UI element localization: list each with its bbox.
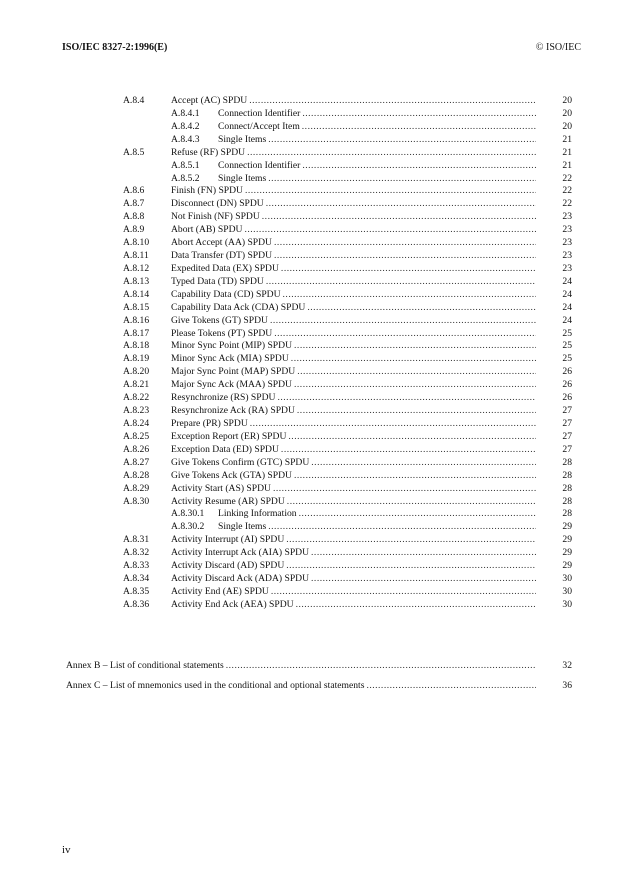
toc-entry-number: A.8.4.2 [171, 120, 200, 132]
toc-entry-title-line [171, 469, 538, 483]
toc-entry-title-line [171, 417, 538, 431]
toc-entry-number: A.8.4.1 [171, 107, 200, 119]
annex-entry [0, 659, 629, 673]
dot-leader [270, 314, 536, 328]
toc-entry-title-line [218, 520, 538, 534]
toc-entry [0, 172, 629, 186]
toc-entry-number: A.8.16 [123, 314, 150, 326]
toc-entry-title-line [171, 327, 538, 341]
toc-entry-title: Major Sync Ack (MAA) SPDU [171, 379, 292, 391]
toc-entry-number: A.8.14 [123, 288, 150, 300]
toc-entry-page: 29 [562, 534, 572, 546]
toc-entry-page: 28 [562, 482, 572, 494]
toc-entry-page: 23 [562, 211, 572, 223]
toc-entry-title-line [171, 352, 538, 366]
toc-entry-number: A.8.15 [123, 301, 150, 313]
toc-entry-title-line [171, 430, 538, 444]
toc-entry-title: Single Items [218, 521, 267, 533]
dot-leader [274, 327, 536, 341]
dot-leader [307, 301, 536, 315]
toc-entry-number: A.8.5.1 [171, 159, 200, 171]
toc-entry-title: Activity Start (AS) SPDU [171, 482, 271, 494]
toc-entry [0, 559, 629, 573]
toc-entry-title-line [171, 262, 538, 276]
dot-leader [268, 172, 536, 186]
toc-entry-title-line [171, 585, 538, 599]
toc-entry-title-line [171, 365, 538, 379]
dot-leader [294, 378, 536, 392]
toc-entry-title-line [171, 301, 538, 315]
dot-leader [247, 146, 536, 160]
toc-entry-page: 29 [562, 521, 572, 533]
toc-entry [0, 352, 629, 366]
toc-entry-title: Give Tokens Confirm (GTC) SPDU [171, 456, 310, 468]
toc-entry [0, 120, 629, 134]
page-number: iv [62, 844, 71, 856]
dot-leader [288, 430, 536, 444]
toc-entry [0, 482, 629, 496]
toc-entry-title-line [171, 223, 538, 237]
toc-entry-title: Activity End (AE) SPDU [171, 585, 269, 597]
toc-entry-page: 20 [562, 120, 572, 132]
toc-entry-title: Abort (AB) SPDU [171, 224, 243, 236]
toc-entry-title: Capability Data Ack (CDA) SPDU [171, 301, 306, 313]
toc-entry-title-line [171, 482, 538, 496]
dot-leader [297, 365, 536, 379]
toc-entry-number: A.8.5.2 [171, 172, 200, 184]
toc-entry-title: Activity Interrupt (AI) SPDU [171, 534, 285, 546]
dot-leader [296, 598, 536, 612]
toc-entry-page: 30 [562, 598, 572, 610]
toc-entry [0, 275, 629, 289]
toc-entry-number: A.8.24 [123, 418, 150, 429]
dot-leader [250, 417, 536, 431]
toc-entry-page: 30 [562, 585, 572, 597]
toc-entry [0, 378, 629, 392]
toc-entry-title: Accept (AC) SPDU [171, 95, 248, 106]
toc-entry-title-line [171, 404, 538, 418]
toc-entry-page: 22 [562, 185, 572, 197]
toc-entry-number: A.8.34 [123, 573, 150, 585]
toc-entry-title: Activity Discard Ack (ADA) SPDU [171, 573, 310, 585]
toc-entry-number: A.8.31 [123, 534, 150, 546]
toc-entry-title-line [218, 120, 538, 134]
dot-leader [286, 559, 536, 573]
toc-entry-title: Not Finish (NF) SPDU [171, 211, 260, 223]
toc-entry [0, 262, 629, 276]
toc-entry [0, 404, 629, 418]
toc-entry [0, 133, 629, 147]
toc-entry [0, 223, 629, 237]
toc-entry [0, 249, 629, 263]
toc-entry-number: A.8.28 [123, 469, 150, 481]
toc-entry-title: Exception Data (ED) SPDU [171, 443, 279, 455]
toc-entry-title: Please Tokens (PT) SPDU [171, 327, 273, 339]
toc-entry-title: Single Items [218, 172, 267, 184]
toc-entry-title-line [218, 172, 538, 186]
toc-entry [0, 339, 629, 353]
toc-entry-title: Resynchronize (RS) SPDU [171, 392, 276, 404]
toc-entry-title: Data Transfer (DT) SPDU [171, 250, 272, 262]
toc-entry-title-line [171, 456, 538, 470]
toc-entry-page: 27 [562, 405, 572, 417]
toc-entry-page: 24 [562, 301, 572, 313]
toc-entry [0, 430, 629, 444]
toc-entry-page: 24 [562, 314, 572, 326]
annex-title: Annex C – List of mnemonics used in the conditional and optional statements [66, 680, 365, 691]
toc-entry-title: Finish (FN) SPDU [171, 185, 243, 197]
toc-entry-number: A.8.30.2 [171, 521, 205, 533]
document-id: ISO/IEC 8327-2:1996(E) [62, 42, 168, 53]
dot-leader [294, 469, 536, 483]
dot-leader [226, 659, 536, 673]
toc-entry [0, 288, 629, 302]
toc-entry-page: 28 [562, 469, 572, 481]
toc-entry-number: A.8.11 [123, 250, 149, 262]
toc-entry [0, 585, 629, 599]
toc-entry-title: Expedited Data (EX) SPDU [171, 262, 279, 274]
annex-page: 32 [562, 660, 572, 671]
toc-entry-number: A.8.32 [123, 547, 150, 559]
toc-entry [0, 417, 629, 431]
toc-entry-title: Capability Data (CD) SPDU [171, 288, 281, 300]
toc-entry [0, 301, 629, 315]
toc-entry [0, 533, 629, 547]
toc-entry-title-line [171, 339, 538, 353]
toc-entry-title-line [171, 146, 538, 160]
toc-entry-title: Activity Discard (AD) SPDU [171, 560, 285, 572]
dot-leader [277, 391, 536, 405]
toc-entry-page: 27 [562, 418, 572, 429]
toc-entry-number: A.8.5 [123, 146, 145, 158]
dot-leader [266, 197, 536, 211]
toc-entry-number: A.8.33 [123, 560, 150, 572]
toc-entry-number: A.8.30.1 [171, 508, 205, 520]
toc-entry-title: Connect/Accept Item [218, 120, 300, 132]
toc-entry-title-line [171, 443, 538, 457]
copyright-label: © ISO/IEC [535, 42, 581, 53]
toc-entry-title-line [171, 249, 538, 263]
toc-entry-title: Give Tokens (GT) SPDU [171, 314, 268, 326]
toc-entry [0, 184, 629, 198]
toc-entry-page: 21 [562, 133, 572, 145]
toc-entry-page: 21 [562, 159, 572, 171]
toc-entry-title-line [171, 391, 538, 405]
toc-entry-title-line [218, 507, 538, 521]
dot-leader [299, 507, 536, 521]
dot-leader [281, 262, 536, 276]
toc-entry-page: 24 [562, 275, 572, 287]
toc-entry-title-line [171, 94, 538, 108]
toc-entry-title-line [171, 210, 538, 224]
toc-entry-page: 20 [562, 95, 572, 106]
toc-entry-number: A.8.4.3 [171, 133, 200, 145]
toc-entry-number: A.8.36 [123, 598, 150, 610]
toc-entry-page: 23 [562, 262, 572, 274]
toc-entry-title-line [171, 598, 538, 612]
toc-entry-page: 28 [562, 508, 572, 520]
dot-leader [302, 120, 536, 134]
toc-entry-number: A.8.12 [123, 262, 150, 274]
dot-leader [268, 133, 536, 147]
toc-entry-number: A.8.9 [123, 224, 145, 236]
toc-entry-title-line [218, 159, 538, 173]
dot-leader [266, 275, 536, 289]
toc-entry-title: Refuse (RF) SPDU [171, 146, 246, 158]
toc-entry [0, 443, 629, 457]
toc-entry-page: 30 [562, 573, 572, 585]
toc-entry-page: 20 [562, 107, 572, 119]
toc-entry [0, 495, 629, 509]
toc-entry-number: A.8.22 [123, 392, 150, 404]
toc-entry-number: A.8.13 [123, 275, 150, 287]
toc-entry [0, 197, 629, 211]
toc-entry-page: 24 [562, 288, 572, 300]
toc-entry-title: Connection Identifier [218, 107, 301, 119]
toc-entry-title: Major Sync Point (MAP) SPDU [171, 366, 296, 378]
toc-entry-title: Give Tokens Ack (GTA) SPDU [171, 469, 292, 481]
toc-entry-title-line [171, 184, 538, 198]
toc-entry-page: 23 [562, 237, 572, 249]
toc-entry [0, 327, 629, 341]
dot-leader [297, 404, 536, 418]
toc-entry-number: A.8.20 [123, 366, 150, 378]
toc-entry-title: Connection Identifier [218, 159, 301, 171]
dot-leader [271, 585, 536, 599]
dot-leader [286, 533, 536, 547]
toc-entry [0, 159, 629, 173]
toc-entry [0, 391, 629, 405]
dot-leader [274, 249, 536, 263]
toc-entry-title-line [171, 197, 538, 211]
toc-entry-title: Single Items [218, 133, 267, 145]
toc-entry-page: 28 [562, 495, 572, 507]
dot-leader [244, 223, 536, 237]
toc-entry-title-line [171, 314, 538, 328]
toc-entry-number: A.8.10 [123, 237, 150, 249]
toc-entry-page: 22 [562, 198, 572, 210]
toc-entry-number: A.8.7 [123, 198, 145, 210]
toc-entry-title: Exception Report (ER) SPDU [171, 430, 287, 442]
toc-entry-title-line [171, 572, 538, 586]
toc-entry [0, 507, 629, 521]
toc-entry-title: Activity Resume (AR) SPDU [171, 495, 285, 507]
toc-entry-number: A.8.17 [123, 327, 150, 339]
toc-entry-number: A.8.26 [123, 443, 150, 455]
toc-entry [0, 365, 629, 379]
toc-entry-number: A.8.19 [123, 353, 150, 365]
toc-entry-title-line [171, 378, 538, 392]
dot-leader [268, 520, 536, 534]
toc-entry-page: 26 [562, 366, 572, 378]
toc-entry-title-line [171, 236, 538, 250]
annex-title: Annex B – List of conditional statements [66, 660, 224, 671]
toc-entry-page: 25 [562, 340, 572, 352]
toc-entry [0, 236, 629, 250]
toc-entry-title-line [171, 288, 538, 302]
dot-leader [311, 572, 536, 586]
toc-entry-title: Minor Sync Point (MIP) SPDU [171, 340, 293, 352]
dot-leader [287, 495, 536, 509]
toc-entry-number: A.8.25 [123, 430, 150, 442]
dot-leader [311, 456, 536, 470]
toc-entry-number: A.8.30 [123, 495, 150, 507]
dot-leader [262, 210, 536, 224]
toc-entry-page: 23 [562, 250, 572, 262]
toc-entry [0, 469, 629, 483]
dot-leader [274, 236, 536, 250]
toc-entry [0, 210, 629, 224]
toc-entry-title: Typed Data (TD) SPDU [171, 275, 264, 287]
toc-entry-number: A.8.27 [123, 456, 150, 468]
annex-title-line [66, 679, 538, 693]
toc-entry [0, 546, 629, 560]
dot-leader [294, 339, 536, 353]
toc-entry-number: A.8.18 [123, 340, 150, 352]
dot-leader [249, 94, 536, 108]
toc-entry-page: 27 [562, 443, 572, 455]
toc-entry-title: Disconnect (DN) SPDU [171, 198, 264, 210]
dot-leader [281, 443, 536, 457]
toc-entry [0, 456, 629, 470]
toc-entry-title: Prepare (PR) SPDU [171, 418, 248, 429]
toc-entry-title: Activity Interrupt Ack (AIA) SPDU [171, 547, 310, 559]
toc-entry-page: 25 [562, 353, 572, 365]
toc-entry [0, 572, 629, 586]
toc-entry-title-line [171, 533, 538, 547]
annex-page: 36 [562, 680, 572, 691]
toc-entry-number: A.8.35 [123, 585, 150, 597]
toc-entry-page: 29 [562, 560, 572, 572]
toc-entry [0, 107, 629, 121]
annex-title-line [66, 659, 538, 673]
toc-entry-page: 28 [562, 456, 572, 468]
toc-entry-title-line [171, 275, 538, 289]
toc-entry-title-line [171, 495, 538, 509]
dot-leader [283, 288, 536, 302]
dot-leader [311, 546, 536, 560]
dot-leader [291, 352, 536, 366]
annex-entry [0, 679, 629, 693]
toc-entry-number: A.8.23 [123, 405, 150, 417]
toc-entry [0, 520, 629, 534]
toc-entry-title-line [171, 546, 538, 560]
toc-entry-number: A.8.29 [123, 482, 150, 494]
dot-leader [302, 159, 536, 173]
toc-entry-title-line [218, 133, 538, 147]
toc-entry [0, 598, 629, 612]
toc-entry [0, 146, 629, 160]
toc-entry-number: A.8.6 [123, 185, 145, 197]
toc-entry-title: Resynchronize Ack (RA) SPDU [171, 405, 295, 417]
toc-entry-page: 25 [562, 327, 572, 339]
toc-entry [0, 94, 629, 108]
toc-entry-title-line [171, 559, 538, 573]
toc-entry-page: 23 [562, 224, 572, 236]
toc-entry-page: 22 [562, 172, 572, 184]
dot-leader [273, 482, 536, 496]
toc-entry-page: 26 [562, 379, 572, 391]
toc-entry-title: Abort Accept (AA) SPDU [171, 237, 272, 249]
toc-entry-title-line [218, 107, 538, 121]
toc-entry-page: 26 [562, 392, 572, 404]
toc-entry-number: A.8.21 [123, 379, 150, 391]
dot-leader [245, 184, 536, 198]
toc-entry-title: Minor Sync Ack (MIA) SPDU [171, 353, 289, 365]
toc-entry-title: Linking Information [218, 508, 297, 520]
toc-entry-title: Activity End Ack (AEA) SPDU [171, 598, 294, 610]
toc-entry-page: 21 [562, 146, 572, 158]
toc-entry-number: A.8.4 [123, 95, 145, 106]
toc-entry-number: A.8.8 [123, 211, 145, 223]
toc-entry [0, 314, 629, 328]
toc-entry-page: 29 [562, 547, 572, 559]
dot-leader [366, 679, 536, 693]
dot-leader [302, 107, 536, 121]
toc-entry-page: 27 [562, 430, 572, 442]
